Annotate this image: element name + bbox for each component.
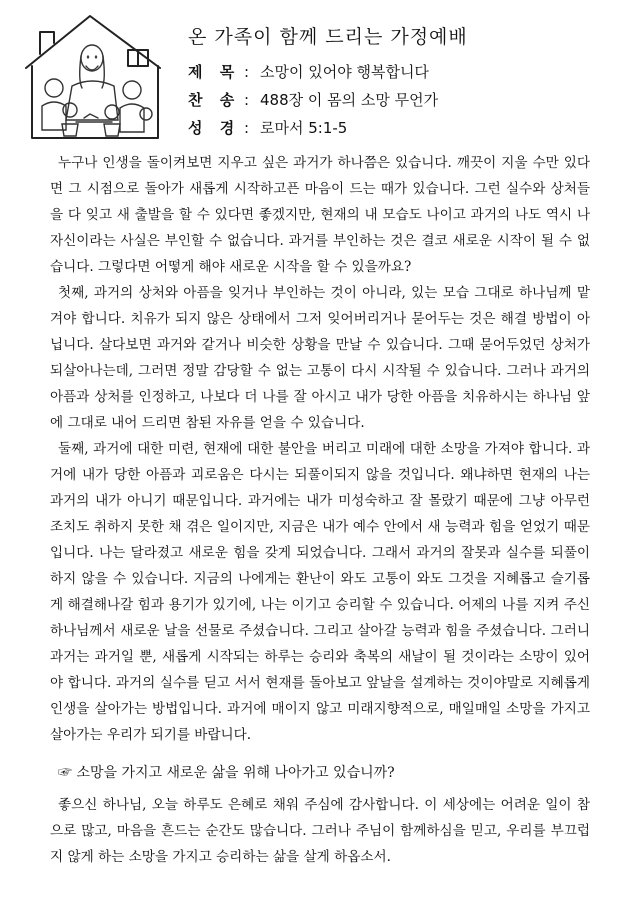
scripture-row <box>188 114 438 142</box>
hymn-value: 488장 이 몸의 소망 무언가 <box>260 91 439 109</box>
hymn-row <box>188 86 438 114</box>
sermon-body <box>50 150 590 748</box>
colon: : <box>244 91 250 109</box>
prayer-section <box>50 792 590 870</box>
service-info <box>188 58 438 142</box>
scripture-label: 성 경 <box>188 119 241 137</box>
sermon-title-value: 소망이 있어야 행복합니다 <box>260 63 429 81</box>
paragraph-intro: 누구나 인생을 돌이켜보면 지우고 싶은 과거가 하나쯤은 있습니다. 깨끗이 지울 수만 있다면 그 시점으로 돌아가 새롭게 시작하고픈 마음이 드는 때가 있습니다. 그런 실수와 상처들을 다 잊고 새 출발을 할 수 있다면 좋겠지만, 현재의 내 모습도 나이고 과거의 나도 역시 나 자신이라는 사실은 부인할 수 없습니다. 과거를 부인하는 것은 결코 새로운 시작이 될 수 없습니다. 그렇다면 어떻게 해야 새로운 시작을 할 수 있을까요? <box>50 155 590 275</box>
scripture-value: 로마서 5:1-5 <box>260 119 348 137</box>
paragraph-first-point: 첫째, 과거의 상처와 아픔을 잊거나 부인하는 것이 아니라, 있는 모습 그대로 하나님께 맡겨야 합니다. 치유가 되지 않은 상태에서 그저 잊어버리거나 묻어두는 것은 해결 방법이 아닙니다. 살다보면 과거와 같거나 비슷한 상황을 만날 수 있습니다. 그때 묻어두었던 상처가 되살아나는데, 그러면 정말 감당할 수 없는 고통이 다시 시작될 수 있습니다. 그러나 과거의 아픔과 상처를 인정하고, 나보다 더 나를 잘 아시고 내가 당한 아픔을 치유하시는 하나님 앞에 그대로 내어 드리면 참된 자유를 얻을 수 있습니다. <box>50 285 590 431</box>
sermon-title-row <box>188 58 438 86</box>
prayer-text: 좋으신 하나님, 오늘 하루도 은혜로 채워 주심에 감사합니다. 이 세상에는 어려운 일이 참으로 많고, 마음을 흔드는 순간도 많습니다. 그러나 주님이 함께하심을 믿고, 우리를 부끄럽지 않게 하는 소망을 가지고 승리하는 삶을 살게 하옵소서. <box>50 797 590 865</box>
colon: : <box>244 119 250 137</box>
colon: : <box>244 63 250 81</box>
reflection-question: ☞ 소망을 가지고 새로운 삶을 위해 나아가고 있습니까? <box>58 765 395 781</box>
paragraph-second-point: 둘째, 과거에 대한 미련, 현재에 대한 불안을 버리고 미래에 대한 소망을 가져야 합니다. 과거에 내가 당한 아픔과 괴로움은 다시는 되풀이되지 않을 것입니다. 왜냐하면 현재의 나는 과거의 내가 아니기 때문입니다. 과거에는 내가 미성숙하고 잘 몰랐기 때문에 그냥 아무런 조치도 취하지 못한 채 겪은 일이지만, 지금은 내가 예수 안에서 새 능력과 힘을 얻었기 때문입니다. 나는 달라졌고 새로운 힘을 갖게 되었습니다. 그래서 과거의 잘못과 실수를 되풀이하지 않을 수 있습니다. 지금의 나에게는 환난이 와도 고통이 와도 그것을 지혜롭고 슬기롭게 해결해나갈 힘과 용기가 있기에, 나는 이기고 승리할 수 있습니다. 어제의 나를 지켜 주신 하나님께서 새로운 날을 선물로 주셨습니다. 그리고 살아갈 능력과 힘을 주셨습니다. 그러니 과거는 과거일 뿐, 새롭게 시작되는 하루는 승리와 축복의 새날이 될 것이라는 소망이 있어야 합니다. 과거의 실수를 딛고 서서 현재를 돌아보고 앞날을 설계하는 것이야말로 지혜롭게 인생을 살아가는 방법입니다. 과거에 매이지 않고 미래지향적으로, 매일매일 소망을 가지고 살아가는 우리가 되기를 바랍니다. <box>50 441 590 743</box>
family-house-illustration <box>20 10 170 145</box>
page-title: 온 가족이 함께 드리는 가정예배 <box>188 26 468 48</box>
sermon-title-label: 제 목 <box>188 63 241 81</box>
hymn-label: 찬 송 <box>188 91 241 109</box>
header <box>20 10 620 145</box>
